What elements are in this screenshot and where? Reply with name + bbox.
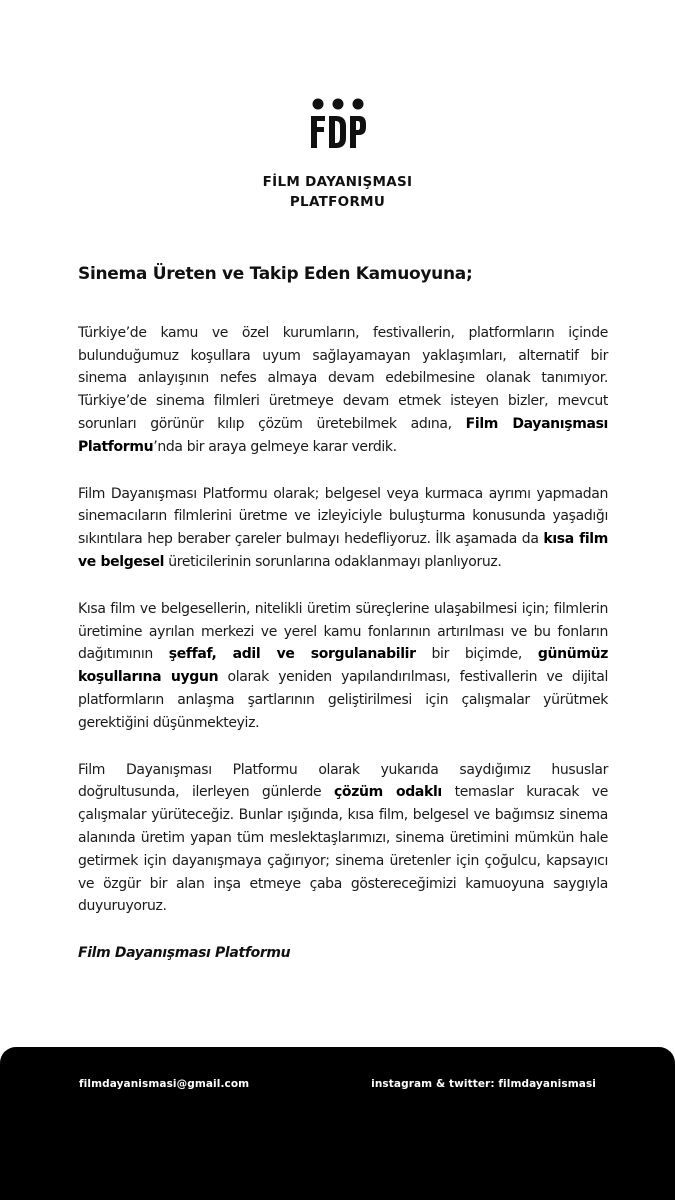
fdp-logo-icon bbox=[308, 96, 368, 160]
letter-body bbox=[78, 263, 608, 965]
paragraph-2 bbox=[78, 483, 608, 574]
p3-bold-2: günümüz koşullarına uygun bbox=[78, 646, 608, 686]
org-name-line2: PLATFORMU bbox=[289, 194, 386, 210]
p1-text-2: ’nda bir araya gelmeye karar verdik. bbox=[153, 438, 397, 455]
p2-bold-1: kısa film ve belgesel bbox=[78, 531, 608, 570]
paragraph-4 bbox=[78, 759, 608, 919]
p1-text-1: Türkiye’de kamu ve özel kurumların, festivallerin, platformların içinde bulunduğumuz koşullara uyum sağlayamayan yaklaşımları, alternatif bir sinema anlayışının nefes almaya devam edebilmesine olanak tanımıyor. Türkiye’de sinema filmleri üretmeye devam etmek isteyen bizler, mevcut sorunları görünür kılıp çözüm üretebilmek adına, bbox=[78, 324, 608, 432]
org-name-line1: FİLM DAYANIŞMASI bbox=[262, 174, 413, 190]
footer-social-handle: instagram & twitter: filmdayanismasi bbox=[371, 1078, 596, 1090]
p4-text-1: Film Dayanışması Platformu olarak yukarıda saydığımız hususlar doğrultusunda, ilerleyen günlerde bbox=[78, 761, 608, 801]
p4-text-2: temaslar kuracak ve çalışmalar yürüteceğiz. Bunlar ışığında, kısa film, belgesel ve bağımsız sinema alanında üretim yapan tüm meslektaşlarımızı, sinema üretimini mümkün hale getirmek için dayanışmaya çağırıyor; sinema üretenler için çoğulcu, kapsayıcı ve özgür bir alan inşa etmeye çaba göstereceğimizi kamuoyuna saygıyla duyuruyoruz. bbox=[78, 784, 609, 915]
p4-bold-1: çözüm odaklı bbox=[333, 784, 442, 801]
p2-text-2: üreticilerinin sorunlarına odaklanmayı planlıyoruz. bbox=[164, 553, 502, 570]
p1-bold-1: Film Dayanışması Platformu bbox=[78, 415, 608, 455]
p3-bold-1: şeffaf, adil ve sorgulanabilir bbox=[168, 646, 416, 663]
signature: Film Dayanışması Platformu bbox=[78, 945, 291, 962]
p3-text-1: Kısa film ve belgesellerin, nitelikli üretim süreçlerine ulaşabilmesi için; filmlerin üretimine ayrılan merkezi ve yerel kamu fonlarının artırılması ve bu fonların dağıtımının bbox=[78, 600, 608, 663]
paragraph-1 bbox=[78, 322, 608, 459]
footer-bar bbox=[0, 1047, 675, 1200]
logo-block bbox=[0, 96, 675, 226]
paragraph-3 bbox=[78, 598, 608, 735]
footer-email-link[interactable]: filmdayanismasi@gmail.com bbox=[79, 1078, 250, 1090]
p3-text-2: bir biçimde, bbox=[415, 646, 538, 663]
greeting-heading: Sinema Üreten ve Takip Eden Kamuoyuna; bbox=[78, 264, 473, 284]
p3-text-3: olarak yeniden yapılandırılması, festivallerin ve dijital platformların anlaşma şartlarının geliştirilmesi için çalışmalar yürütmek gerektiğini düşünmekteyiz. bbox=[78, 669, 608, 731]
p2-text-1: Film Dayanışması Platformu olarak; belgesel veya kurmaca ayrımı yapmadan sinemacıların filmlerini üretme ve izleyiciyle buluşturma konusunda yaşadığı sıkıntılara hep beraber çareler bulmayı hedefliyoruz. İlk aşamada da bbox=[78, 485, 608, 548]
